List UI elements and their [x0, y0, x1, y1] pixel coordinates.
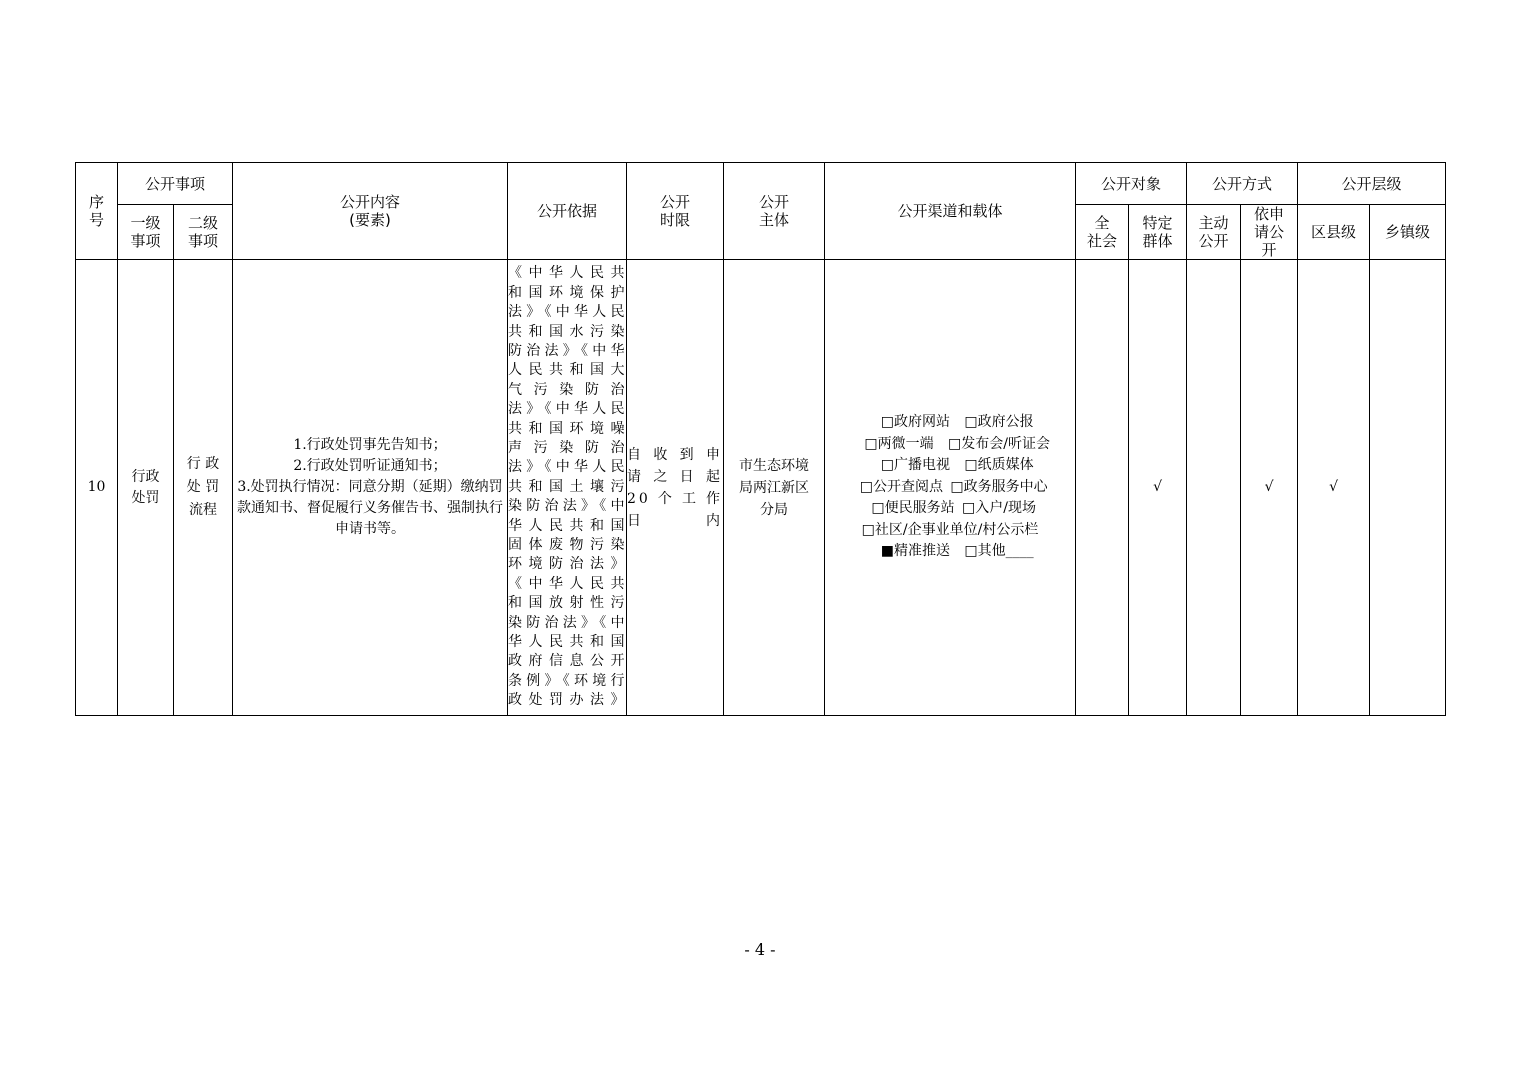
cell-basis: 《中华人民共 和国环境保护 法》《中华人民 共和国水污染 防治法》《中华 人民共和国大 气污染防治 法》《中华人民 共和国环境噪 声污染防治 法》《中华人民 共和国土壤污 染防治法》《中 华人民共和国 固体废物污染 环境防治法》 《中华人民共 和国放射性污 染防治法》《中 华人民共和国 政府信息公开 条例》《环境行 政处罚办法》 [508, 260, 627, 716]
page-number: - 4 - [744, 940, 776, 959]
header-method-group: 公开方式 [1187, 163, 1298, 205]
header-level2: 二级 事项 [174, 205, 233, 260]
channel-row [825, 498, 1075, 520]
channel-option: □政务服务中心 [950, 478, 1048, 495]
channel-option: □政府网站 [880, 413, 950, 430]
header-target-all: 全 社会 [1076, 205, 1129, 260]
channel-option: □广播电视 [880, 457, 950, 474]
cell-target-all [1076, 260, 1129, 716]
cell-level-town [1370, 260, 1446, 716]
header-subject: 公开 主体 [724, 163, 825, 260]
cell-content: 1.行政处罚事先告知书； 2.行政处罚听证通知书； 3.处罚执行情况：同意分期（延期）缴纳罚款通知书、督促履行义务催告书、强制执行申请书等。 [233, 260, 508, 716]
channel-row [825, 412, 1075, 434]
header-level1: 一级 事项 [118, 205, 174, 260]
header-items-group: 公开事项 [118, 163, 233, 205]
channel-option: ■精准推送 [880, 543, 950, 560]
channel-row [825, 541, 1075, 563]
header-channels: 公开渠道和载体 [825, 163, 1076, 260]
cell-subject: 市生态环境 局两江新区 分局 [724, 260, 825, 716]
channel-option: □发布会/听证会 [948, 435, 1050, 452]
cell-method-request: √ [1241, 260, 1298, 716]
channel-row [825, 520, 1075, 542]
header-seq: 序 号 [76, 163, 118, 260]
channel-option: □公开查阅点 [859, 478, 943, 495]
cell-channels [825, 260, 1076, 716]
cell-level1: 行政 处罚 [118, 260, 174, 716]
channel-option: □入户/现场 [962, 500, 1036, 517]
header-target-group: 公开对象 [1076, 163, 1187, 205]
header-target-specific: 特定 群体 [1129, 205, 1187, 260]
header-row-1 [76, 163, 1446, 205]
header-deadline: 公开 时限 [627, 163, 724, 260]
cell-level-county: √ [1298, 260, 1370, 716]
channel-row [825, 434, 1075, 456]
channel-row [825, 455, 1075, 477]
channel-option: □便民服务站 [871, 500, 955, 517]
header-method-active: 主动 公开 [1187, 205, 1241, 260]
header-level-county: 区县级 [1298, 205, 1370, 260]
cell-target-specific: √ [1129, 260, 1187, 716]
channel-option: □纸质媒体 [964, 457, 1034, 474]
cell-level2: 行 政 处 罚 流程 [174, 260, 233, 716]
header-level-group: 公开层级 [1298, 163, 1446, 205]
channel-option: □两微一端 [864, 435, 934, 452]
table-row [76, 260, 1446, 716]
cell-seq: 10 [76, 260, 118, 716]
cell-method-active [1187, 260, 1241, 716]
channel-option: □其他____ [964, 543, 1034, 560]
disclosure-table [75, 162, 1446, 716]
header-level-town: 乡镇级 [1370, 205, 1446, 260]
channel-option: □政府公报 [964, 413, 1034, 430]
channel-row [825, 477, 1075, 499]
header-basis: 公开依据 [508, 163, 627, 260]
header-content: 公开内容 (要素) [233, 163, 508, 260]
channel-option: □社区/企事业单位/村公示栏 [861, 521, 1039, 538]
header-method-request: 依申 请公 开 [1241, 205, 1298, 260]
cell-deadline: 自收到申 请之日起 20个工作 日内 [627, 260, 724, 716]
